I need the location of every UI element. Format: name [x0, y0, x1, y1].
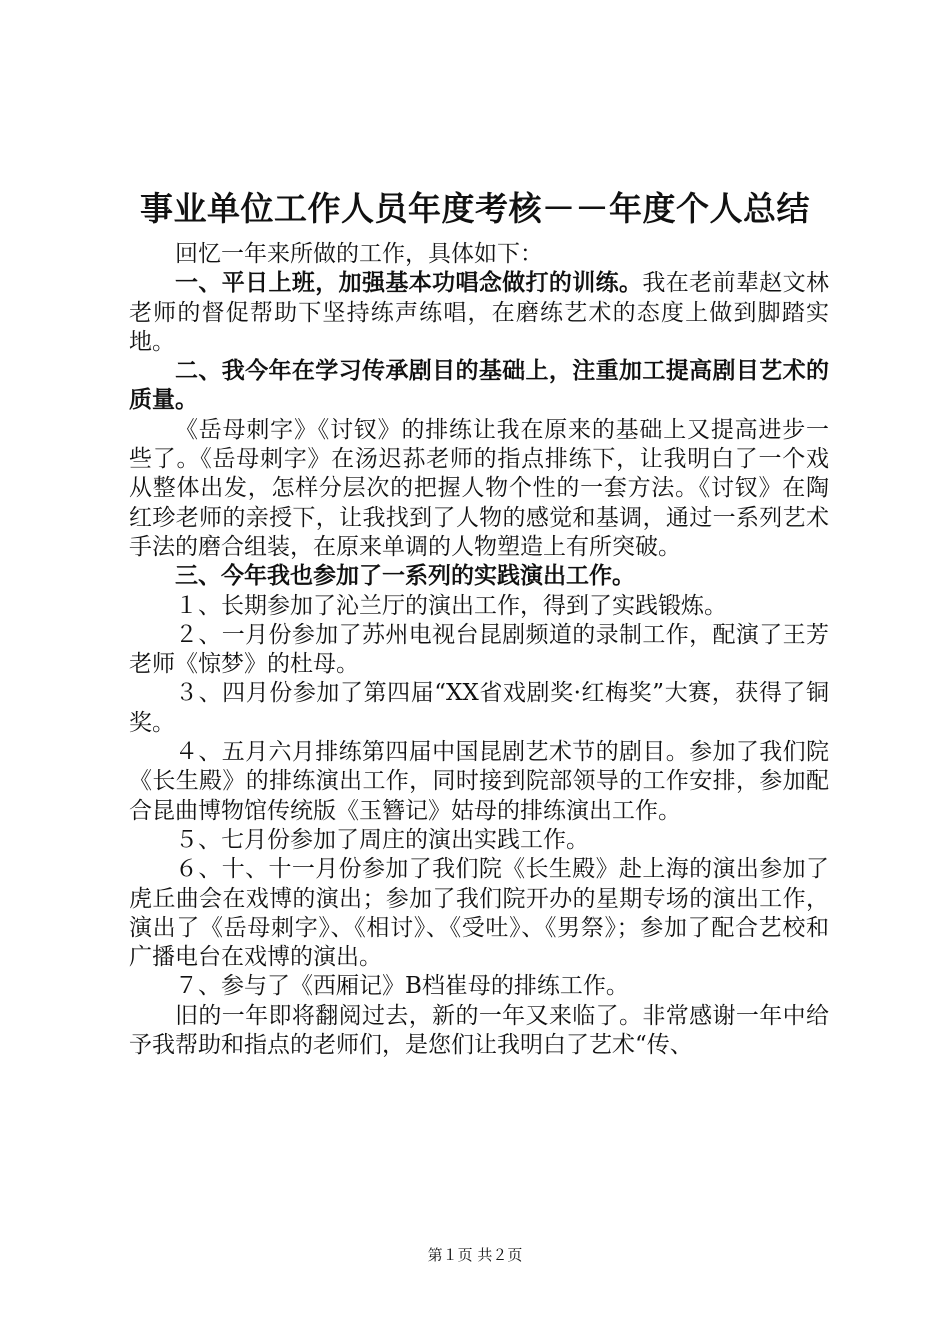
list-item: １、长期参加了沁兰厅的演出工作，得到了实践锻炼。 [175, 592, 727, 619]
list-item: ２、一月份参加了苏州电视台昆剧频道的录制工作，配演了王芳老师《惊梦》的杜母。 [129, 621, 829, 678]
section-3-heading: 三、今年我也参加了一系列的实践演出工作。 [175, 563, 635, 590]
list-item: ７、参与了《西厢记》B档崔母的排练工作。 [175, 973, 629, 1000]
list-item: ４、五月六月排练第四届中国昆剧艺术节的剧目。参加了我们院《长生殿》的排练演出工作，同时接到院部领导的工作安排，参加配合昆曲博物馆传统版《玉簪记》姑母的排练演出工作。 [129, 739, 829, 824]
section-2-paragraph: 《岳母刺字》《讨钗》的排练让我在原来的基础上又提高进步一些了。《岳母刺字》在汤迟荪老师的指点排练下，让我明白了一个戏从整体出发，怎样分层次的把握人物个性的一套方法。《讨钗》在陶红珍老师的亲授下，让我找到了人物的感觉和基调，通过一系列艺术手法的磨合组装，在原来单调的人物塑造上有所突破。 [129, 416, 829, 560]
section-1-paragraph [129, 269, 829, 357]
section-1-text: 我在老前辈赵文林老师的督促帮助下坚持练声练唱，在磨练艺术的态度上做到脚踏实地。 [129, 270, 830, 355]
closing-paragraph: 旧的一年即将翻阅过去，新的一年又来临了。非常感谢一年中给予我帮助和指点的老师们，是您们让我明白了艺术“传、 [129, 1002, 829, 1059]
section-1-heading: 一、平日上班，加强基本功唱念做打的训练。 [175, 270, 643, 297]
intro-paragraph: 回忆一年来所做的工作，具体如下： [175, 241, 543, 267]
list-item: ６、十、十一月份参加了我们院《长生殿》赴上海的演出参加了虎丘曲会在戏博的演出；参加了我们院开办的星期专场的演出工作，演出了《岳母刺字》、《相讨》、《受吐》、《男祭》；参加了配合艺校和广播电台在戏博的演出。 [129, 856, 829, 971]
list-item: ３、四月份参加了第四届“XX省戏剧奖·红梅奖”大赛，获得了铜奖。 [129, 680, 829, 736]
section-2-heading: 二、我今年在学习传承剧目的基础上，注重加工提高剧目艺术的质量。 [129, 358, 829, 414]
document-title: 事业单位工作人员年度考核－－年度个人总结 [140, 189, 810, 228]
document-body [129, 240, 829, 1060]
page-number-footer: 第１页 共２页 [427, 1246, 523, 1264]
list-item: ５、七月份参加了周庄的演出实践工作。 [175, 826, 589, 853]
